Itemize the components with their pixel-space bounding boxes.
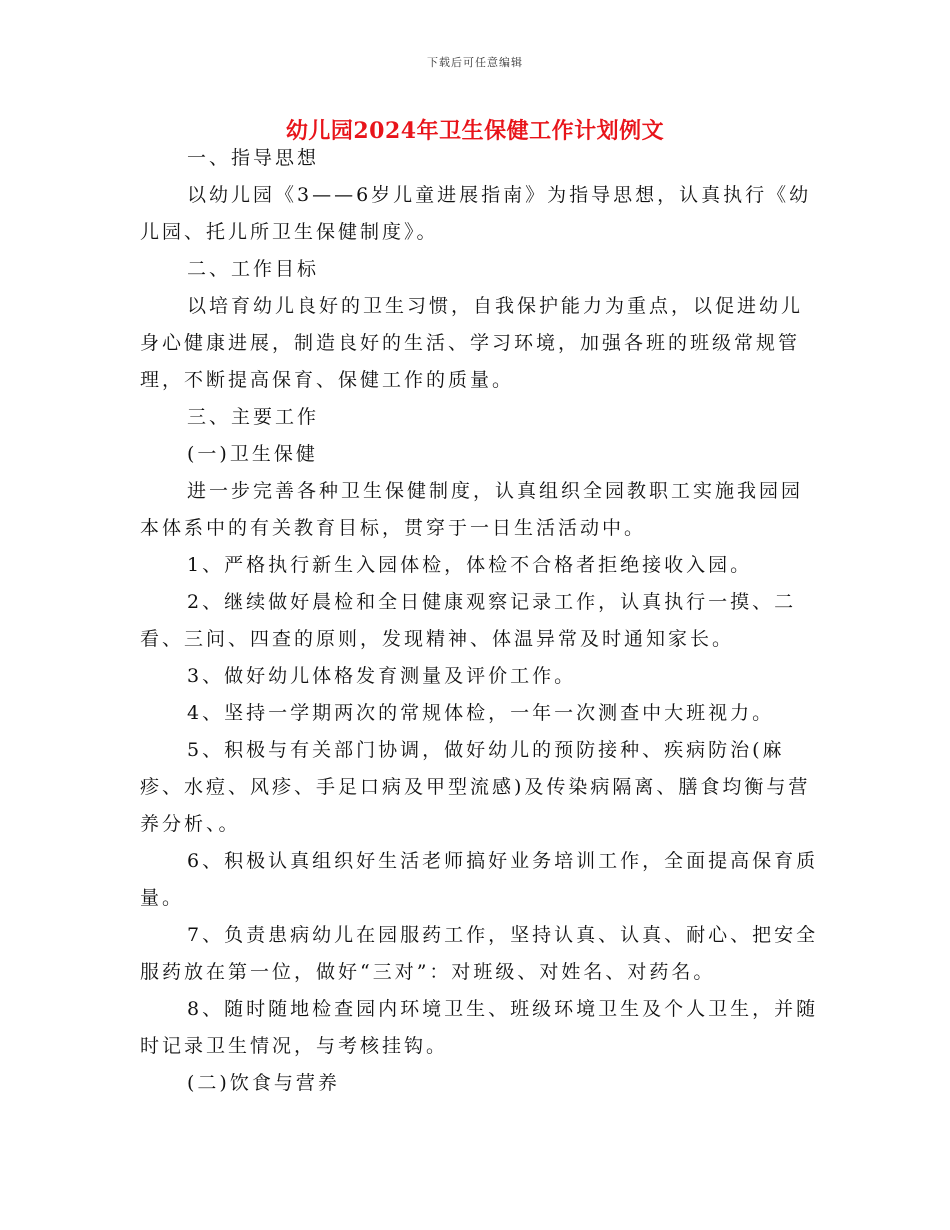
document-title: 幼儿园2024年卫生保健工作计划例文 (285, 118, 665, 144)
list-item-4: 4、坚持一学期两次的常规体检，一年一次测查中大班视力。 (187, 702, 775, 724)
header-note: 下载后可任意编辑 (427, 56, 523, 69)
list-item-3: 3、做好幼儿体格发育测量及评价工作。 (187, 665, 577, 687)
list-item-6: 6、积极认真组织好生活老师搞好业务培训工作，全面提高保育质量。 (140, 850, 819, 909)
paragraph-guiding-thought: 以幼儿园《3——6岁儿童进展指南》为指导思想，认真执行《幼儿园、托儿所卫生保健制度》。 (140, 184, 812, 243)
list-item-8: 8、随时随地检查园内环境卫生、班级环境卫生及个人卫生，并随时记录卫生情况，与考核挂钩。 (140, 998, 819, 1057)
section-heading-work-goals: 二、工作目标 (187, 258, 320, 280)
list-item-7: 7、负责患病幼儿在园服药工作，坚持认真、认真、耐心、把安全服药放在第一位，做好“三对”：对班级、对姓名、对药名。 (140, 924, 819, 983)
subsection-heading-diet-nutrition: (二)饮食与营养 (187, 1072, 340, 1094)
section-heading-guiding-thought: 一、指导思想 (187, 147, 320, 169)
document-body (140, 140, 820, 1102)
list-item-1: 1、严格执行新生入园体检，体检不合格者拒绝接收入园。 (187, 554, 753, 576)
list-item-5: 5、积极与有关部门协调，做好幼儿的预防接种、疾病防治(麻疹、水痘、风疹、手足口病及甲型流感)及传染病隔离、膳食均衡与营养分析、。 (140, 739, 811, 835)
section-heading-main-work: 三、主要工作 (187, 406, 320, 428)
paragraph-work-goals: 以培育幼儿良好的卫生习惯，自我保护能力为重点，以促进幼儿身心健康进展，制造良好的生活、学习环境，加强各班的班级常规管理，不断提高保育、保健工作的质量。 (140, 295, 804, 391)
paragraph-health-care-intro: 进一步完善各种卫生保健制度，认真组织全园教职工实施我园园本体系中的有关教育目标，贯穿于一日生活活动中。 (140, 480, 804, 539)
list-item-2: 2、继续做好晨检和全日健康观察记录工作，认真执行一摸、二看、三问、四查的原则，发现精神、体温异常及时通知家长。 (140, 591, 797, 650)
subsection-heading-health-care: (一)卫生保健 (187, 443, 318, 465)
